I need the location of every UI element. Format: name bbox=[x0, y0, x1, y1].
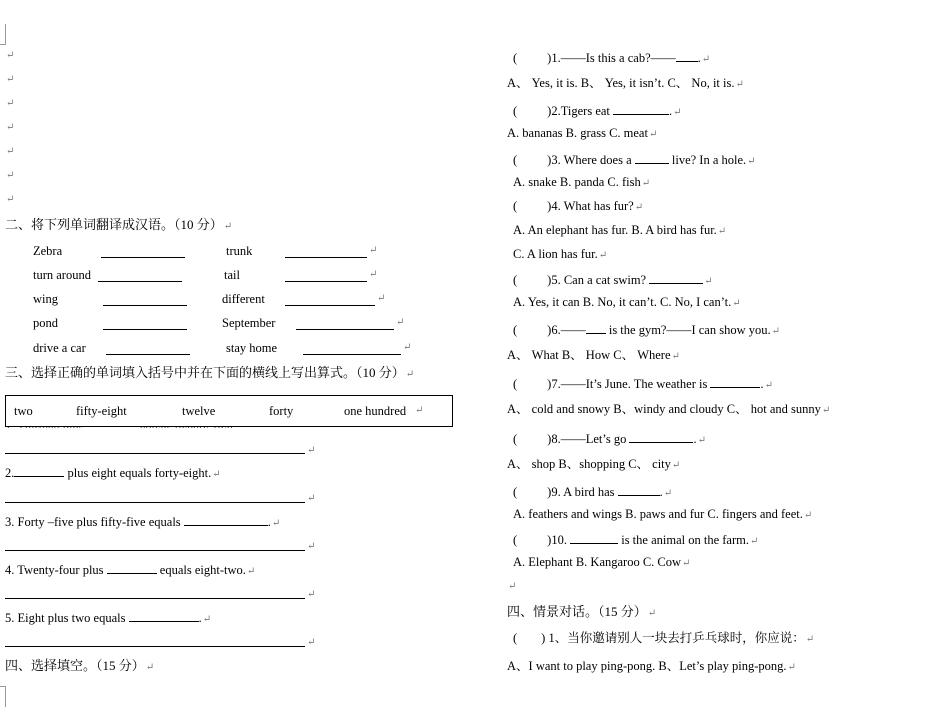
mc-question-10: ( )10. is the animal on the farm.↵ bbox=[513, 533, 759, 547]
answer-blank[interactable] bbox=[103, 294, 187, 306]
answer-line[interactable] bbox=[5, 646, 305, 647]
paragraph-mark: ↵ bbox=[6, 170, 15, 181]
answer-blank[interactable] bbox=[710, 376, 760, 388]
mc-options-4b: C. A lion has fur.↵ bbox=[513, 247, 608, 261]
math-question-5: 5. Eight plus two equals .↵ bbox=[5, 611, 212, 625]
mc-question-5: ( )5. Can a cat swim? ↵ bbox=[513, 273, 713, 287]
paragraph-mark: ↵ bbox=[377, 293, 386, 304]
answer-blank[interactable] bbox=[649, 272, 703, 284]
answer-blank[interactable] bbox=[184, 514, 268, 526]
vocab-word: turn around bbox=[33, 268, 91, 282]
vocab-word: different bbox=[222, 292, 265, 306]
mc-options-5: A. Yes, it can B. No, it can’t. C. No, I can’t.↵ bbox=[513, 295, 741, 309]
vocab-word: Zebra bbox=[33, 244, 63, 258]
mc-question-7: ( )7.——It’s June. The weather is .↵ bbox=[513, 377, 773, 391]
paragraph-mark: ↵ bbox=[307, 589, 316, 600]
paragraph-mark: ↵ bbox=[415, 405, 424, 416]
paragraph-mark: ↵ bbox=[508, 581, 517, 592]
answer-blank[interactable] bbox=[613, 103, 669, 115]
section-3-heading: 三、选择正确的单词填入括号中并在下面的横线上写出算式。（10 分）↵ bbox=[5, 365, 415, 380]
answer-blank[interactable] bbox=[285, 246, 367, 258]
dialogue-options-1: A、I want to play ping-pong. B、Let’s play ping-pong.↵ bbox=[507, 659, 796, 673]
paragraph-mark: ↵ bbox=[307, 493, 316, 504]
section-4-dialogue-heading: 四、情景对话。（15 分）↵ bbox=[507, 604, 657, 619]
word-bank-item: twelve bbox=[182, 404, 216, 418]
math-question-2: 2. plus eight equals forty-eight.↵ bbox=[5, 466, 221, 480]
section-4-heading: 四、选择填空。（15 分）↵ bbox=[5, 658, 155, 673]
mc-question-9: ( )9. A bird has .↵ bbox=[513, 485, 673, 499]
answer-blank[interactable] bbox=[107, 562, 157, 574]
answer-line[interactable] bbox=[5, 502, 305, 503]
dialogue-question-1: ( ) 1、当你邀请别人一块去打乒乓球时，你应说：↵ bbox=[513, 631, 815, 645]
mc-options-7: A、 cold and snowy B、windy and cloudy C、 hot and sunny↵ bbox=[507, 402, 831, 416]
mc-options-9: A. feathers and wings B. paws and fur C. fingers and feet.↵ bbox=[513, 507, 813, 521]
answer-blank[interactable] bbox=[570, 532, 618, 544]
mc-options-8: A、 shop B、shopping C、 city↵ bbox=[507, 457, 681, 471]
answer-blank[interactable] bbox=[618, 484, 660, 496]
answer-line[interactable] bbox=[5, 453, 305, 454]
paragraph-mark: ↵ bbox=[396, 317, 405, 328]
mc-options-6: A、 What B、 How C、 Where↵ bbox=[507, 348, 680, 362]
answer-blank[interactable] bbox=[635, 152, 669, 164]
page-corner-mark-top bbox=[0, 24, 6, 45]
answer-blank[interactable] bbox=[129, 610, 199, 622]
math-question-4: 4. Twenty-four plus equals eight-two.↵ bbox=[5, 563, 256, 577]
word-bank-item: fifty-eight bbox=[76, 404, 127, 418]
mc-question-4: ( )4. What has fur?↵ bbox=[513, 199, 644, 213]
answer-blank[interactable] bbox=[98, 270, 182, 282]
paragraph-mark: ↵ bbox=[369, 245, 378, 256]
answer-blank[interactable] bbox=[296, 318, 394, 330]
answer-blank[interactable] bbox=[676, 50, 698, 62]
vocab-word: drive a car bbox=[33, 341, 86, 355]
vocab-word: wing bbox=[33, 292, 58, 306]
answer-blank[interactable] bbox=[101, 246, 185, 258]
mc-question-8: ( )8.——Let’s go .↵ bbox=[513, 432, 706, 446]
vocab-word: trunk bbox=[226, 244, 253, 258]
paragraph-mark: ↵ bbox=[6, 98, 15, 109]
answer-line[interactable] bbox=[5, 550, 305, 551]
answer-blank[interactable] bbox=[586, 322, 606, 334]
mc-question-2: ( )2.Tigers eat .↵ bbox=[513, 104, 682, 118]
mc-options-4: A. An elephant has fur. B. A bird has fur.↵ bbox=[513, 223, 727, 237]
mc-question-1: ( )1.——Is this a cab?—— .↵ bbox=[513, 51, 711, 65]
vocab-word: pond bbox=[33, 316, 58, 330]
page-corner-mark-bottom bbox=[0, 686, 6, 707]
answer-blank[interactable] bbox=[303, 343, 401, 355]
vocab-word: stay home bbox=[226, 341, 278, 355]
mc-options-1: A、 Yes, it is. B、 Yes, it isn’t. C、 No, it is.↵ bbox=[507, 76, 744, 90]
mc-question-6: ( )6.—— is the gym?——I can show you.↵ bbox=[513, 323, 781, 337]
section-2-heading: 二、将下列单词翻译成汉语。（10 分）↵ bbox=[5, 217, 233, 232]
answer-line[interactable] bbox=[5, 598, 305, 599]
paragraph-mark: ↵ bbox=[369, 269, 378, 280]
paragraph-mark: ↵ bbox=[6, 122, 15, 133]
answer-blank[interactable] bbox=[106, 343, 190, 355]
word-bank-item: two bbox=[14, 404, 33, 418]
mc-options-2: A. bananas B. grass C. meat↵ bbox=[507, 126, 658, 140]
math-question-3: 3. Forty –five plus fifty-five equals .↵ bbox=[5, 515, 281, 529]
answer-blank[interactable] bbox=[285, 270, 367, 282]
word-bank-box bbox=[5, 395, 453, 427]
paragraph-mark: ↵ bbox=[307, 541, 316, 552]
answer-blank[interactable] bbox=[285, 294, 375, 306]
paragraph-mark: ↵ bbox=[6, 194, 15, 205]
mc-options-3: A. snake B. panda C. fish↵ bbox=[513, 175, 651, 189]
paragraph-mark: ↵ bbox=[6, 50, 15, 61]
mc-options-10: A. Elephant B. Kangaroo C. Cow↵ bbox=[513, 555, 691, 569]
answer-blank[interactable] bbox=[629, 431, 693, 443]
vocab-word: September bbox=[222, 316, 276, 330]
paragraph-mark: ↵ bbox=[307, 637, 316, 648]
mc-question-3: ( )3. Where does a live? In a hole.↵ bbox=[513, 153, 756, 167]
word-bank-item: forty bbox=[269, 404, 294, 418]
vocab-word: tail bbox=[224, 268, 240, 282]
paragraph-mark: ↵ bbox=[6, 146, 15, 157]
paragraph-mark: ↵ bbox=[6, 74, 15, 85]
paragraph-mark: ↵ bbox=[403, 342, 412, 353]
word-bank-item: one hundred bbox=[344, 404, 407, 418]
answer-blank[interactable] bbox=[103, 318, 187, 330]
answer-blank[interactable] bbox=[14, 465, 64, 477]
paragraph-mark: ↵ bbox=[307, 445, 316, 456]
